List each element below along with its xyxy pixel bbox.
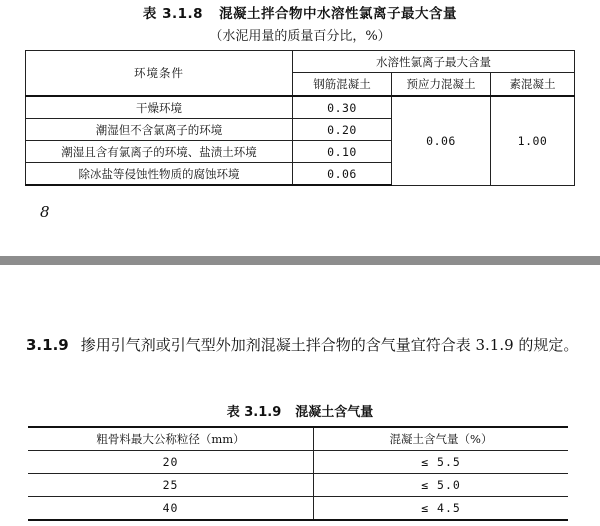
table-subtitle: （水泥用量的质量百分比，%） [209, 29, 391, 44]
table-row [28, 497, 568, 521]
page-number: 8 [40, 203, 50, 221]
header-chloride-content: 水溶性氯离子最大含量 [293, 51, 575, 73]
page-divider [0, 256, 600, 265]
clause-number: 3.1.9 [26, 336, 69, 354]
env-cell: 干燥环境 [26, 96, 293, 119]
size-cell: 25 [28, 474, 314, 497]
air-cell: ≤ 5.5 [314, 451, 569, 474]
header-reinforced-concrete: 钢筋混凝土 [293, 73, 392, 96]
clause-3-1-9 [26, 333, 582, 358]
page-upper [0, 0, 600, 254]
header-prestressed-concrete: 预应力混凝土 [392, 73, 491, 96]
header-air-content: 混凝土含气量（%） [314, 427, 569, 451]
air-cell: ≤ 4.5 [314, 497, 569, 521]
env-cell: 除冰盐等侵蚀性物质的腐蚀环境 [26, 163, 293, 186]
prestressed-value-cell: 0.06 [392, 96, 491, 185]
air-cell: ≤ 5.0 [314, 474, 569, 497]
env-cell: 潮湿且含有氯离子的环境、盐渍土环境 [26, 141, 293, 163]
rc-value-cell: 0.06 [293, 163, 392, 186]
rc-value-cell: 0.30 [293, 96, 392, 119]
table-row [28, 474, 568, 497]
table-title-text: 混凝土含气量 [295, 405, 374, 420]
table-number: 表 3.1.9 [226, 405, 282, 420]
chloride-table [25, 50, 575, 186]
header-aggregate-size: 粗骨料最大公称粒径（mm） [28, 427, 314, 451]
size-cell: 40 [28, 497, 314, 521]
air-content-table [28, 426, 568, 521]
plain-value-cell: 1.00 [491, 96, 575, 185]
table-row [28, 451, 568, 474]
size-cell: 20 [28, 451, 314, 474]
env-cell: 潮湿但不含氯离子的环境 [26, 119, 293, 141]
table-3-1-9-title [0, 401, 600, 420]
rc-value-cell: 0.20 [293, 119, 392, 141]
table-title-text: 混凝土拌合物中水溶性氯离子最大含量 [219, 6, 458, 22]
rc-value-cell: 0.10 [293, 141, 392, 163]
header-plain-concrete: 素混凝土 [491, 73, 575, 96]
table-number: 表 3.1.8 [142, 6, 204, 22]
table-row [26, 96, 575, 119]
clause-text: 掺用引气剂或引气型外加剂混凝土拌合物的含气量宜符合表 3.1.9 的规定。 [80, 336, 579, 354]
header-environment: 环境条件 [26, 51, 293, 97]
table-3-1-8-title [0, 2, 600, 22]
